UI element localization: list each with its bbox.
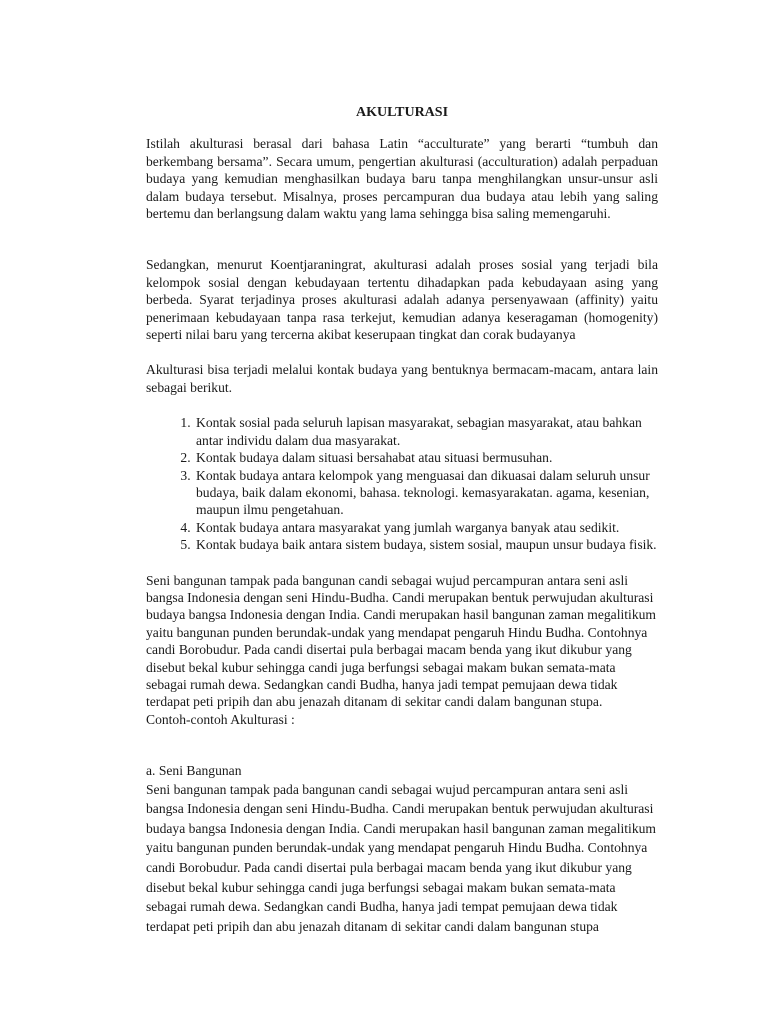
list-item: 3. Kontak budaya antara kelompok yang menguasai dan dikuasai dalam seluruh unsur budaya, baik dalam ekonomi, bahasa. teknologi. kemasyarakatan. agama, kesenian, maupun ilmu pengetahuan.	[194, 467, 658, 519]
paragraph-koentjaraningrat: Sedangkan, menurut Koentjaraningrat, akulturasi adalah proses sosial yang terjadi bila kelompok sosial dengan kebudayaan tertentu dihadapkan pada kebudayaan asing yang berbeda. Syarat terjadinya proses akulturasi adalah adanya persenyawaan (affinity) yaitu penerimaan kebudayaan tanpa rasa terkejut, kemudian adanya keseragaman (homogenity) seperti nilai baru yang tercerna akibat keserupaan tingkat dan corak budayanya	[146, 257, 658, 343]
list-item: 2. Kontak budaya dalam situasi bersahabat atau situasi bermusuhan.	[194, 449, 658, 466]
paragraph-seni-bangunan: Seni bangunan tampak pada bangunan candi sebagai wujud percampuran antara seni asli bangsa Indonesia dengan seni Hindu-Budha. Candi merupakan bentuk perwujudan akulturasi budaya bangsa Indonesia dengan India. Candi merupakan hasil bangunan zaman megalitikum yaitu bangunan punden berundak-undak yang mendapat pengaruh Hindu Budha. Contohnya candi Borobudur. Pada candi disertai pula berbagai macam benda yang ikut dikubur yang disebut bekal kubur sehingga candi juga berfungsi sebagai makam bukan semata-mata sebagai rumah dewa. Sedangkan candi Budha, hanya jadi tempat pemujaan dewa tidak terdapat peti pripih dan abu jenazah ditanam di sekitar candi dalam bangunan stupa.	[146, 572, 656, 710]
examples-heading: Contoh-contoh Akulturasi :	[146, 711, 295, 727]
list-item: 4. Kontak budaya antara masyarakat yang jumlah warganya banyak atau sedikit.	[194, 519, 658, 536]
contact-list	[146, 414, 658, 553]
paragraph-definition: Istilah akulturasi berasal dari bahasa Latin “acculturate” yang berarti “tumbuh dan berkembang bersama”. Secara umum, pengertian akulturasi (acculturation) adalah perpaduan budaya yang kemudian menghasilkan budaya baru tanpa menghilangkan unsur-unsur asli dalam budaya tersebut. Misalnya, proses percampuran dua budaya atau lebih yang saling bertemu dan berlangsung dalam waktu yang lama sehingga bisa saling memengaruhi.	[146, 136, 658, 222]
document-body	[146, 104, 658, 936]
paragraph-contact-intro: Akulturasi bisa terjadi melalui kontak budaya yang bentuknya bermacam-macam, antara lain sebagai berikut.	[146, 362, 658, 395]
list-item: 5. Kontak budaya baik antara sistem budaya, sistem sosial, maupun unsur budaya fisik.	[194, 536, 658, 553]
document-title: AKULTURASI	[355, 105, 449, 120]
paragraph-section-a: Seni bangunan tampak pada bangunan candi sebagai wujud percampuran antara seni asli bangsa Indonesia dengan seni Hindu-Budha. Candi merupakan bentuk perwujudan akulturasi budaya bangsa Indonesia dengan India. Candi merupakan hasil bangunan zaman megalitikum yaitu bangunan punden berundak-undak yang mendapat pengaruh Hindu Budha. Contohnya candi Borobudur. Pada candi disertai pula berbagai macam benda yang ikut dikubur yang disebut bekal kubur sehingga candi juga berfungsi sebagai makam bukan semata-mata sebagai rumah dewa. Sedangkan candi Budha, hanya jadi tempat pemujaan dewa tidak terdapat peti pripih dan abu jenazah ditanam di sekitar candi dalam bangunan stupa	[146, 781, 656, 934]
section-a-heading: a. Seni Bangunan	[146, 763, 242, 779]
list-item: 1. Kontak sosial pada seluruh lapisan masyarakat, sebagian masyarakat, atau bahkan antar individu dalam dua masyarakat.	[194, 414, 658, 449]
